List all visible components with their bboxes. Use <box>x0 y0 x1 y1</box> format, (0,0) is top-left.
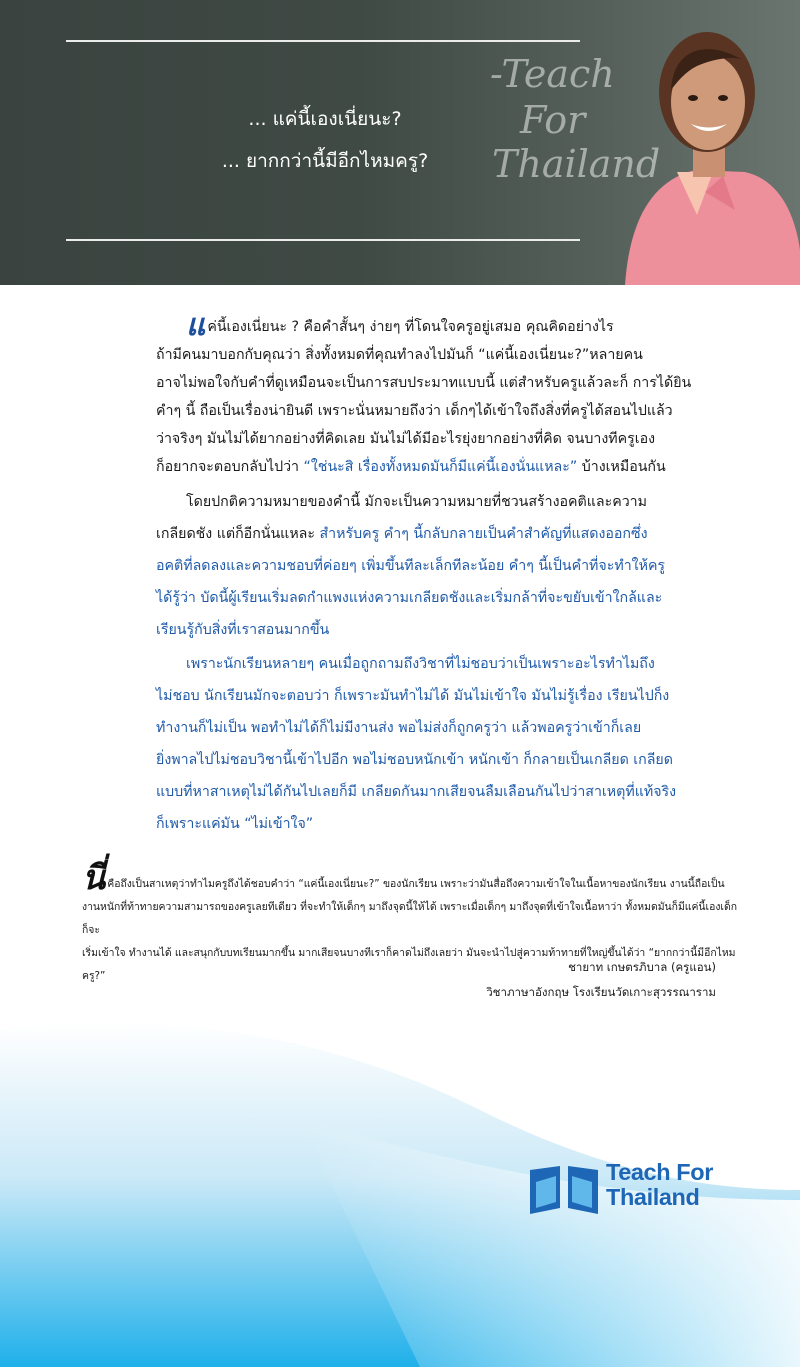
paragraph-2 <box>156 488 722 644</box>
logo-line-1: Teach For <box>606 1159 713 1185</box>
author-role: วิชาภาษาอังกฤษ โรงเรียนวัดเกาะสุวรรณาราม <box>486 985 716 999</box>
teach-for-thailand-logo <box>528 1160 748 1220</box>
text-line: ยิ่งพาลไปไม่ชอบวิชานี้เข้าไปอีก พอไม่ชอบหนักเข้า หนักเข้า ก็กลายเป็นเกลียด เกลียด <box>156 752 673 768</box>
paragraph-3 <box>156 650 722 838</box>
text-line: เรียนรู้กับสิ่งที่เราสอนมากขึ้น <box>156 622 330 638</box>
text-line: ถ้ามีคนมาบอกกับคุณว่า สิ่งทั้งหมดที่คุณทำลงไปมันก็ “แค่นี้เองเนี่ยนะ?”หลายคน <box>156 347 643 363</box>
text-span: บ้างเหมือนกัน <box>577 459 666 475</box>
closing-line: งานหนักที่ท้าทายความสามารถของครูเลยทีเดียว ที่จะทำให้เด็กๆ มาถึงจุดนี้ให้ได้ เพราะเมื่อเด็กๆ มาถึงจุดที่เข้าใจเนื้อหาว่า ทั้งหมดมันก็มีแค่นี้เองเด็กก็จะ <box>82 901 737 936</box>
hero-top-rule <box>66 40 580 42</box>
author-signature <box>486 955 716 1005</box>
chalk-text-teach: -Teach <box>490 52 615 96</box>
highlight-text: สำหรับครู คำๆ นี้กลับกลายเป็นคำสำคัญที่แสดงออกซึ่ง <box>319 526 648 542</box>
chalk-text-for: For <box>520 98 586 142</box>
text-line <box>186 308 722 343</box>
text-line: ว่าจริงๆ มันไม่ได้ยากอย่างที่คิดเลย มันไม่ได้มีอะไรยุ่งยากอย่างที่คิด จนบางทีครูเอง <box>156 431 656 447</box>
text-line: คำๆ นี้ ถือเป็นเรื่องน่ายินดี เพราะนั่นหมายถึงว่า เด็กๆได้เข้าใจถึงสิ่งที่ครูได้สอนไปแล้ว <box>156 403 673 419</box>
text-line <box>156 520 722 548</box>
paragraph-1 <box>156 308 722 481</box>
text-span: ค่นี้เองเนี่ยนะ ? คือคำสั้นๆ ง่ายๆ ที่โดนใจครูอยู่เสมอ คุณคิดอย่างไร <box>207 319 614 335</box>
open-book-icon <box>528 1162 600 1218</box>
logo-line-2: Thailand <box>606 1184 700 1210</box>
closing-line: เริ่มเข้าใจ ทำงานได้ และสนุกกับบทเรียนมากขึ้น มากเสียจนบางทีเราก็คาดไม่ถึงเลยว่า มันจะนำไปสู่ความท้าทายที่ใหญ่ขึ้นได้ว่า “ยากกว่านี้มีอีกไหมครู?” <box>82 947 736 982</box>
closing-line <box>82 858 738 898</box>
text-line: ได้รู้ว่า บัดนี้ผู้เรียนเริ่มลดกำแพงแห่งความเกลียดชังและเริ่มกล้าที่จะขยับเข้าใกล้และ <box>156 590 663 606</box>
text-span: ก็อยากจะตอบกลับไปว่า <box>156 459 304 475</box>
text-line: ทำงานก็ไม่เป็น พอทำไม่ได้ก็ไม่มีงานส่ง พอไม่ส่งก็ถูกครูว่า แล้วพอครูว่าเข้าก็เลย <box>156 720 642 736</box>
teacher-photo <box>585 0 800 285</box>
hero-banner <box>0 0 800 285</box>
drop-cap: นี่ <box>82 858 106 898</box>
text-line: อาจไม่พอใจกับคำที่ดูเหมือนจะเป็นการสบประมาทแบบนี้ แต่สำหรับครูแล้วละก็ การได้ยิน <box>156 375 692 391</box>
text-line <box>156 453 722 481</box>
hero-bottom-rule <box>66 239 580 241</box>
text-line: แบบที่หาสาเหตุไม่ได้กันไปเลยก็มี เกลียดกันมากเสียจนลืมเลือนกันไปว่าสาเหตุที่แท้จริง <box>156 784 677 800</box>
author-name: ชายาท เกษตรภิบาล (ครูแอน) <box>568 960 716 974</box>
logo-wordmark <box>606 1160 713 1210</box>
drop-cap: แ <box>186 308 206 343</box>
text-line: เพราะนักเรียนหลายๆ คนเมื่อถูกถามถึงวิชาที่ไม่ชอบว่าเป็นเพราะอะไรทำไมถึง <box>186 656 655 672</box>
text-line: อคติที่ลดลงและความชอบที่ค่อยๆ เพิ่มขึ้นทีละเล็กทีละน้อย คำๆ นี้เป็นคำที่จะทำให้ครู <box>156 558 666 574</box>
text-line: ก็เพราะแค่มัน “ไม่เข้าใจ” <box>156 816 314 832</box>
text-line: โดยปกติความหมายของคำนี้ มักจะเป็นความหมายที่ชวนสร้างอคติและความ <box>186 494 647 510</box>
text-span: คือถึงเป็นสาเหตุว่าทำไมครูถึงได้ชอบคำว่า “แค่นี้เองเนี่ยนะ?” ของนักเรียน เพราะว่ามันสื่อถึงความเข้าใจในเนื้อหาของนักเรียน งานนี้ถือเป็น <box>107 878 725 890</box>
text-line: ไม่ชอบ นักเรียนมักจะตอบว่า ก็เพราะมันทำไม่ได้ มันไม่เข้าใจ มันไม่รู้เรื่อง เรียนไปก็ง <box>156 688 670 704</box>
text-span: เกลียดชัง แต่ก็อีกนั่นแหละ <box>156 526 320 542</box>
highlight-quote: “ใช่นะสิ เรื่องทั้งหมดมันก็มีแค่นี้เองนั่นแหละ” <box>303 459 578 475</box>
hero-headline-2: ... ยากกว่านี้มีอีกไหมครู? <box>221 150 429 172</box>
article-body <box>156 308 722 838</box>
hero-headline-1: ... แค่นี้เองเนี่ยนะ? <box>248 108 402 130</box>
chalk-text-thailand: Thailand <box>492 142 661 186</box>
